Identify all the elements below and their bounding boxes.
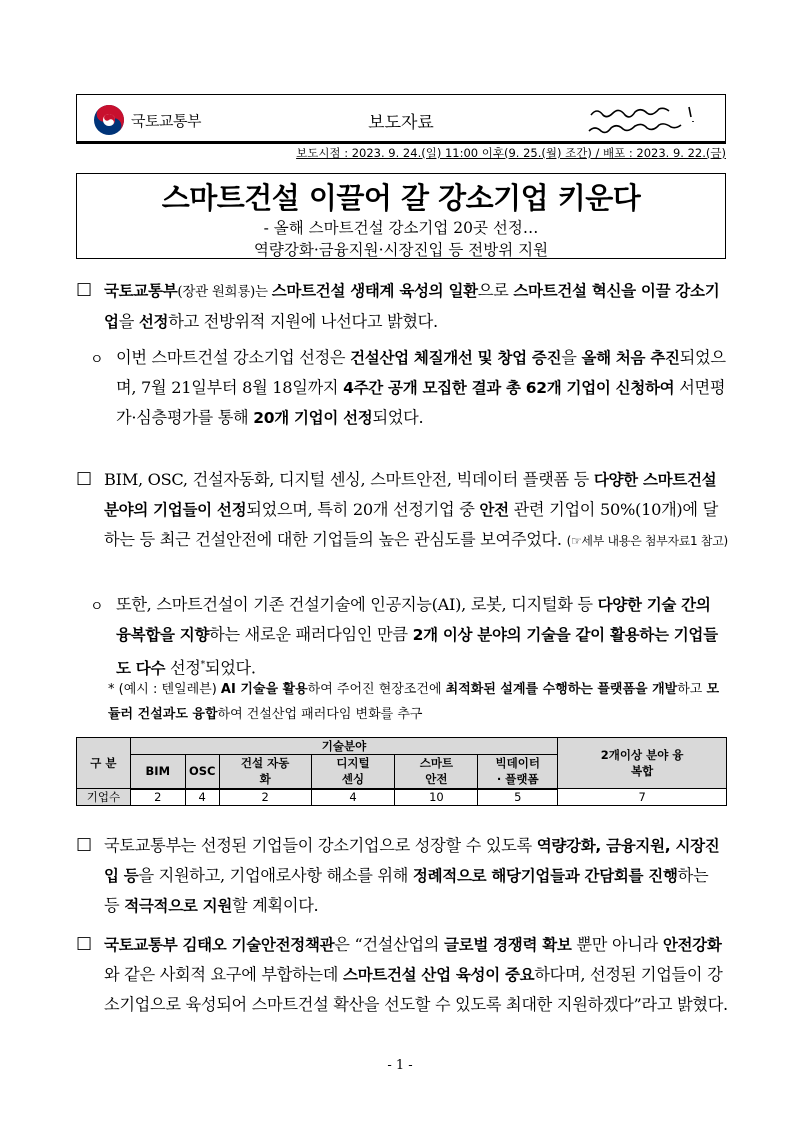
paragraph-4: 국토교통부 김태오 기술안전정책관은 “건설산업의 글로벌 경쟁력 확보 뿐만 아니라 안전강화와 같은 사회적 요구에 부합하는데 스마트건설 산업 육성이 중요하다며, 선정된 기업들이 강소기업으로 육성되어 스마트건설 확산을 선도할 수 있도록 최대한 지원하겠다”라고 밝혔다. <box>104 935 728 1014</box>
table-col-header: 빅데이터· 플랫폼 <box>478 755 558 789</box>
doc-type-title: 보도자료 <box>368 113 434 133</box>
table-cell: 7 <box>558 789 727 806</box>
table-col-header: 스마트 안전 <box>395 755 478 789</box>
paragraph-2-sub: 또한, 스마트건설이 기존 건설기술에 인공지능(AI), 로봇, 디지털화 등 다양한 기술 간의 융복합을 지향하는 새로운 패러다임인 만큼 2개 이상 분야의 기술을 같이 활용하는 기업들도 다수 선정*되었다. <box>116 595 718 678</box>
circle-bullet-icon: ㅇ <box>90 599 104 615</box>
paragraph-1: 국토교통부(장관 원희룡)는 스마트건설 생태계 육성의 일환으로 스마트건설 혁신을 이끌 강소기업을 선정하고 전방위적 지원에 나선다고 밝혔다. <box>104 281 720 331</box>
table-col-header: OSC <box>185 755 219 789</box>
table-cell: 2 <box>130 789 185 806</box>
ministry-name: 국토교통부 <box>131 111 201 130</box>
title-box <box>76 173 726 259</box>
paragraph-2: BIM, OSC, 건설자동화, 디지털 센싱, 스마트안전, 빅데이터 플랫폼 등 다양한 스마트건설 분야의 기업들이 선정되었으며, 특히 20개 선정기업 중 안전 관련 기업이 50%(10개)에 달하는 등 최근 건설안전에 대한 기업들의 높은 관심도를 보여주었다. (☞세부 내용은 첨부자료1 참고) <box>104 470 728 549</box>
paragraph-1-sub: 이번 스마트건설 강소기업 선정은 건설산업 체질개선 및 창업 증진을 올해 처음 추진되었으며, 7월 21일부터 8월 18일까지 4주간 공개 모집한 결과 총 62개 기업이 신청하여 서면평가·심층평가를 통해 20개 기업이 선정되었다. <box>116 348 726 427</box>
press-header <box>76 94 726 144</box>
table-row-label: 기업수 <box>77 789 131 806</box>
table-group-header: 기술분야 <box>130 738 557 755</box>
box-bullet-icon: □ <box>76 279 93 299</box>
box-bullet-icon: □ <box>76 834 93 854</box>
box-bullet-icon: □ <box>76 933 93 953</box>
table-col-header: BIM <box>130 755 185 789</box>
main-title: 스마트건설 이끌어 갈 강소기업 키운다 <box>161 181 641 215</box>
box-bullet-icon: □ <box>76 468 93 488</box>
table-cell: 2 <box>219 789 311 806</box>
table-cell: 4 <box>185 789 219 806</box>
tech-field-table <box>76 737 727 806</box>
slogan-calligraphy <box>585 101 705 139</box>
table-cell: 10 <box>395 789 478 806</box>
release-info: 보도시점 : 2023. 9. 24.(일) 11:00 이후(9. 25.(월) 조간) / 배포 : 2023. 9. 22.(금) <box>296 146 726 160</box>
table-col-header: 건설 자동화 <box>219 755 311 789</box>
subtitle-1: - 올해 스마트건설 강소기업 20곳 선정… <box>263 219 539 237</box>
table-corner-header: 구 분 <box>77 738 131 789</box>
footnote-example: * (예시 : 텐일레븐) AI 기술을 활용하여 주어진 현장조건에 최적화된 설계를 수행하는 플랫폼을 개발하고 모듈러 건설과도 융합하여 건설산업 패러다임 변화를 추구 <box>108 682 720 722</box>
table-cell: 5 <box>478 789 558 806</box>
paragraph-3: 국토교통부는 선정된 기업들이 강소기업으로 성장할 수 있도록 역량강화, 금융지원, 시장진입 등을 지원하고, 기업애로사항 해소를 위해 정례적으로 해당기업들과 간담회를 진행하는 등 적극적으로 지원할 계획이다. <box>104 836 720 915</box>
page-number: - 1 - <box>387 1058 413 1073</box>
table-row <box>77 789 727 806</box>
table-fusion-header: 2개이상 분야 융복합 <box>558 738 727 789</box>
circle-bullet-icon: ㅇ <box>90 352 104 368</box>
subtitle-2: 역량강화·금융지원·시장진입 등 전방위 지원 <box>253 241 549 259</box>
table-cell: 4 <box>311 789 395 806</box>
table-col-header: 디지털 센싱 <box>311 755 395 789</box>
